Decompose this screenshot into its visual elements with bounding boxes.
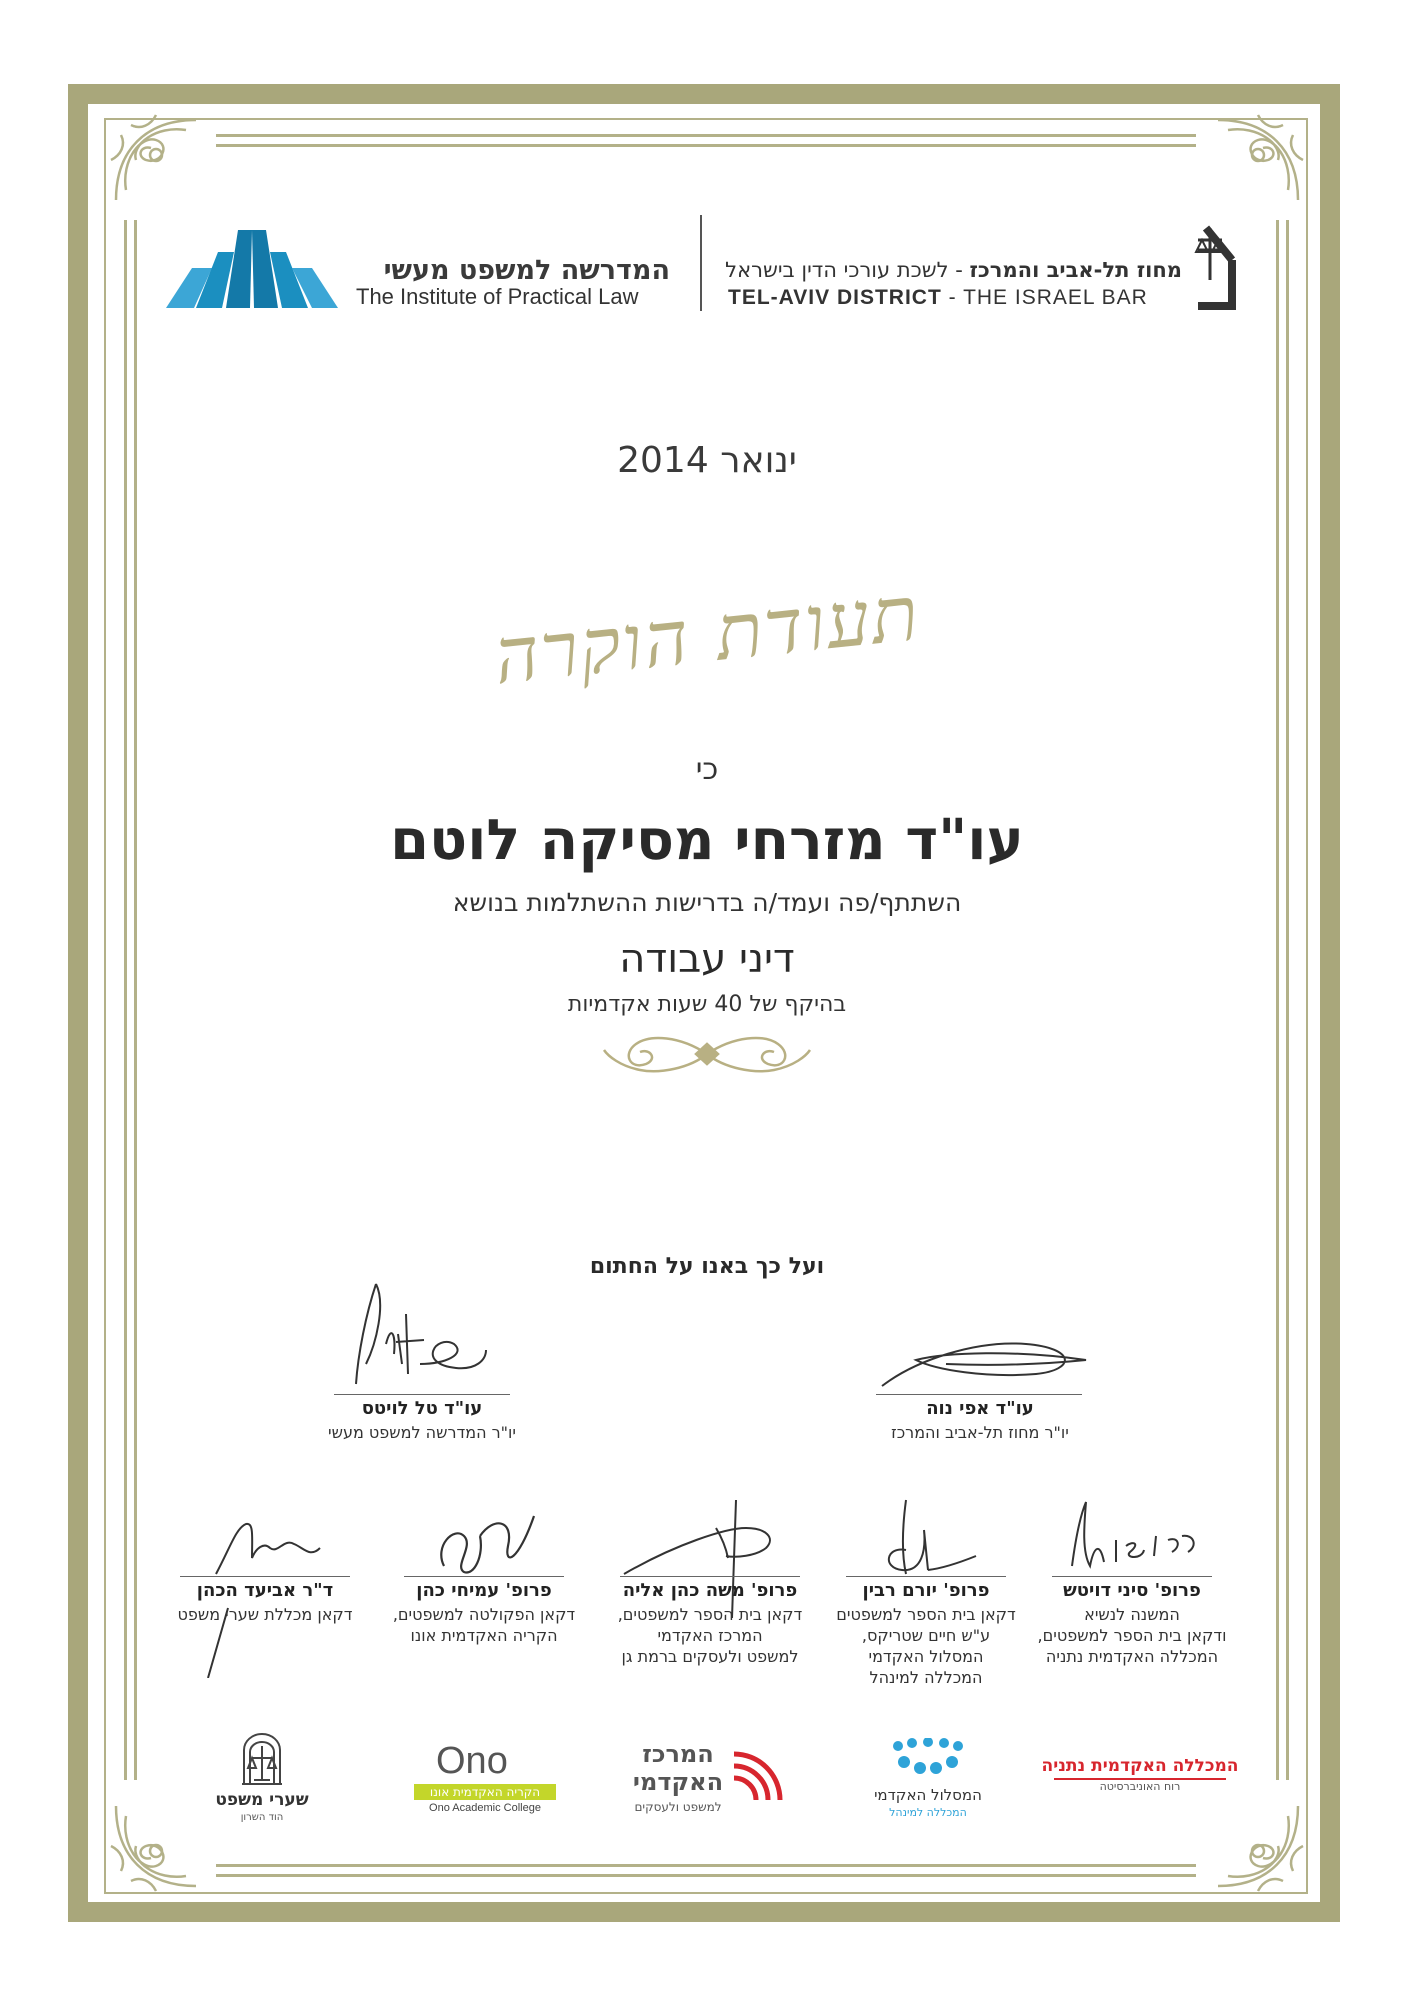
corner-ornament-icon <box>1198 1786 1318 1906</box>
signature-yoram-rabin-icon <box>866 1490 986 1586</box>
recipient-name: עו"ד מזרחי מסיקה לוטם <box>390 808 1024 873</box>
shaarei-logo-subtext: הוד השרון <box>240 1812 284 1823</box>
signatory-title: יו"ר מחוז תל-אביב והמרכז <box>891 1423 1069 1442</box>
frame-rule-right-2 <box>1286 220 1289 1780</box>
signature-line <box>620 1576 800 1577</box>
colman-logo-subtext: המכללה למינהל <box>889 1806 967 1819</box>
signature-line <box>404 1576 564 1577</box>
colman-logo-icon <box>888 1738 968 1782</box>
merkaz-logo-line2: האקדמי <box>632 1768 724 1796</box>
course-subject: דיני עבודה <box>619 936 795 982</box>
signatory-title-line: ודקאן בית הספר למשפטים, <box>1037 1626 1227 1645</box>
merkaz-logo-subtext: למשפט ולעסקים <box>634 1800 722 1814</box>
israel-bar-logo-icon <box>1192 220 1242 310</box>
ono-logo-en: Ono Academic College <box>429 1802 541 1814</box>
signature-line <box>1052 1576 1212 1577</box>
shaarei-mishpat-logo-icon <box>240 1732 284 1786</box>
bar-district-he: מחוז תל-אביב והמרכז <box>969 258 1182 282</box>
frame-rule-bottom-2 <box>216 1874 1196 1877</box>
shaarei-logo-text: שערי משפט <box>215 1790 309 1810</box>
frame-rule-top-2 <box>216 144 1196 147</box>
institute-logo-icon <box>166 222 338 308</box>
merkaz-logo-arcs-icon <box>730 1744 790 1804</box>
signatory-name: פרופ' יורם רבין <box>862 1580 990 1601</box>
merkaz-logo-line1: המרכז <box>642 1740 714 1768</box>
signatory-name: פרופ' משה כהן אליה <box>622 1580 798 1601</box>
frame-rule-left-1 <box>124 220 127 1780</box>
bar-org-he: - לשכת עורכי הדין בישראל <box>725 258 970 282</box>
ki-text: כי <box>695 752 719 787</box>
netanya-college-logo <box>1040 1756 1240 1796</box>
colman-logo-text: המסלול האקדמי <box>874 1786 982 1804</box>
signatory-title-line: המרכז האקדמי <box>657 1626 763 1645</box>
signatory-name: פרופ' עמיחי כהן <box>416 1580 552 1601</box>
signatory-name: עו"ד אפי נוה <box>926 1398 1034 1419</box>
signatory-name: עו"ד טל לויטס <box>361 1398 483 1419</box>
signature-amichai-cohen-icon <box>424 1506 544 1586</box>
ono-logo-text: Ono <box>436 1740 508 1782</box>
frame-rule-right-1 <box>1276 220 1279 1780</box>
signatory-name: ד"ר אביעד הכהן <box>196 1580 334 1601</box>
signatory-title-line: המסלול האקדמי <box>868 1647 984 1666</box>
course-scope: בהיקף של 40 שעות אקדמיות <box>567 992 847 1017</box>
signatory-title-line: דקאן בית הספר למשפטים, <box>617 1605 803 1624</box>
signatory-title: יו"ר המדרשה למשפט מעשי <box>328 1423 516 1442</box>
signatory-title-line: המכללה למינהל <box>869 1668 983 1687</box>
frame-rule-top-1 <box>216 134 1196 137</box>
bar-name-he <box>724 258 1182 282</box>
frame-rule-left-2 <box>134 220 137 1780</box>
signatory-title-line: המשנה לנשיא <box>1084 1605 1180 1624</box>
signature-line <box>180 1576 350 1577</box>
signature-line <box>876 1394 1082 1395</box>
merkaz-academi-logo <box>630 1740 790 1820</box>
signature-efi-naveh-icon <box>876 1330 1096 1396</box>
bar-name-en <box>728 286 1148 310</box>
signature-sinai-deutch-icon <box>1060 1496 1210 1578</box>
netanya-logo-subtext: רוח האוניברסיטה <box>1099 1780 1181 1793</box>
bar-org-en: - THE ISRAEL BAR <box>941 286 1148 309</box>
signatory-title-line: הקריה האקדמית אונו <box>410 1626 558 1645</box>
ono-college-logo <box>410 1740 560 1820</box>
institute-name-en: The Institute of Practical Law <box>356 284 639 309</box>
signature-tal-levitas-icon <box>336 1264 496 1394</box>
corner-ornament-icon <box>1198 100 1318 220</box>
signatory-title <box>1022 1604 1242 1667</box>
signature-line <box>846 1576 1006 1577</box>
signatory-title-line: דקאן מכללת שערי משפט <box>177 1605 353 1624</box>
signature-line <box>334 1394 510 1395</box>
signatory-title-line: ע"ש חיים שטריקס, <box>861 1626 991 1645</box>
frame-rule-bottom-1 <box>216 1864 1196 1867</box>
netanya-logo-text: המכללה האקדמית נתניה <box>1041 1756 1239 1776</box>
signatory-title <box>150 1604 380 1625</box>
certificate-date: ינואר 2014 <box>617 440 797 481</box>
signatory-title-line: דקאן הפקולטה למשפטים, <box>392 1605 576 1624</box>
signatory-title <box>590 1604 830 1667</box>
certificate-heading: תעודת הוקרה <box>489 567 924 702</box>
participation-text: השתתף/פה ועמד/ה בדרישות ההשתלמות בנושא <box>452 888 962 917</box>
signatory-title-line: דקאן בית הספר למשפטים <box>836 1605 1016 1624</box>
flourish-ornament-icon <box>600 1030 814 1078</box>
signatory-title-line: למשפט ולעסקים ברמת גן <box>621 1647 799 1666</box>
signatory-title-line: המכללה האקדמית נתניה <box>1045 1647 1219 1666</box>
signed-statement: ועל כך באנו על החתום <box>589 1254 825 1279</box>
ono-logo-he: הקריה האקדמית אונו <box>414 1784 556 1800</box>
header-divider <box>700 215 702 311</box>
institute-name-he: המדרשה למשפט מעשי <box>383 255 670 286</box>
signatory-name: פרופ' סיני דויטש <box>1063 1580 1201 1601</box>
bar-district-en: TEL-AVIV DISTRICT <box>728 286 942 309</box>
signatory-title <box>816 1604 1036 1688</box>
corner-ornament-icon <box>96 100 216 220</box>
signatory-title <box>374 1604 594 1646</box>
